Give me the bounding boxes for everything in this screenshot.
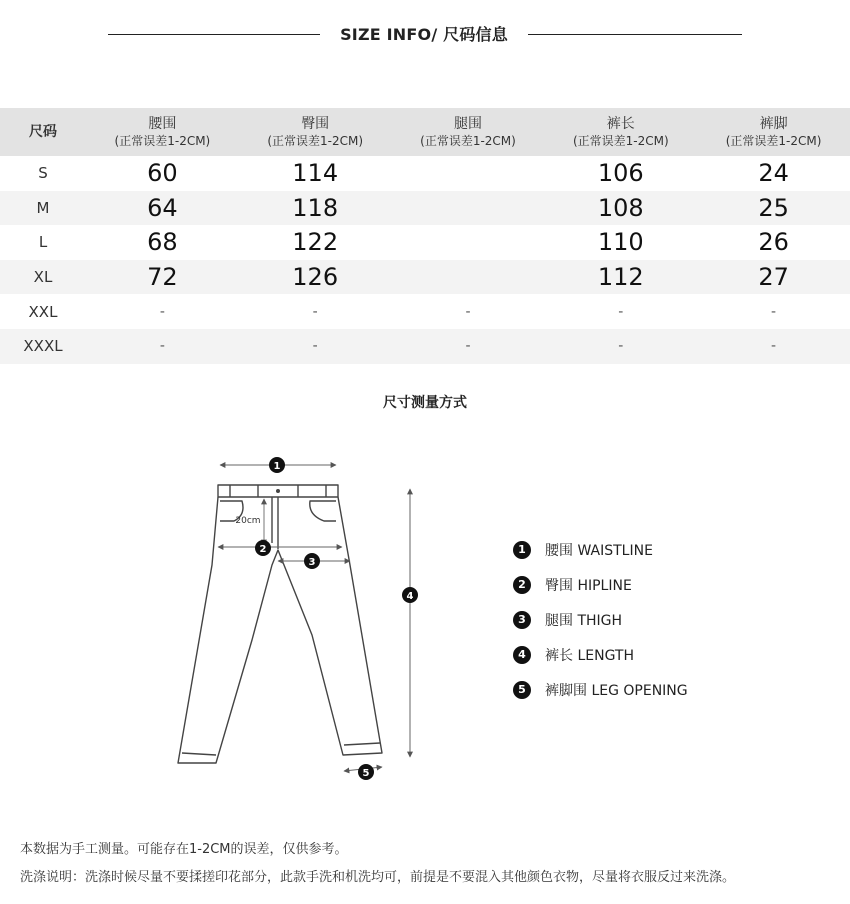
table-cell: -	[312, 303, 318, 320]
marker-2	[255, 540, 271, 556]
table-cell: -	[618, 303, 624, 320]
legend-text: 裤脚围 LEG OPENING	[545, 682, 688, 699]
size-cell: XXXL	[23, 337, 63, 356]
table-cell: 106	[597, 159, 644, 188]
pants-diagram	[160, 445, 450, 795]
col-header-hip	[239, 108, 392, 156]
table-cell: 60	[147, 159, 178, 188]
header-divider-left	[108, 34, 320, 35]
col-header-size	[0, 108, 86, 156]
table-cell: 110	[597, 228, 644, 257]
col-header-note: (正常误差1-2CM)	[572, 134, 669, 148]
rise-label: 20cm	[235, 516, 261, 526]
col-header-note: (正常误差1-2CM)	[267, 134, 364, 148]
table-cell: 72	[147, 263, 178, 292]
table-header	[0, 108, 850, 156]
size-cell: S	[38, 164, 48, 183]
marker-3	[304, 553, 320, 569]
legend-number: 2	[513, 576, 531, 594]
col-header-waist	[86, 108, 239, 156]
legend-text: 臀围 HIPLINE	[545, 577, 632, 594]
table-cell: -	[159, 303, 165, 320]
table-cell: 118	[292, 193, 339, 222]
header-divider-right	[528, 34, 742, 35]
legend-item	[513, 532, 688, 567]
svg-text:4: 4	[406, 591, 414, 602]
legend-number: 5	[513, 681, 531, 699]
col-header-label: 裤长	[606, 116, 635, 132]
col-header-label: 裤脚	[759, 116, 788, 132]
size-cell: XXL	[28, 302, 58, 321]
legend-item	[513, 637, 688, 672]
pants-outline	[178, 485, 382, 763]
table-cell: -	[159, 338, 165, 355]
table-cell: -	[771, 303, 777, 320]
col-header-label: 腰围	[148, 116, 177, 132]
page-title: SIZE INFO/ 尺码信息	[340, 25, 508, 44]
measurement-note: 本数据为手工测量。可能存在1-2CM的误差，仅供参考。	[20, 842, 348, 857]
table-cell: 114	[292, 159, 339, 188]
table-cell: 112	[597, 263, 644, 292]
svg-text:3: 3	[308, 557, 316, 568]
measurement-legend	[513, 532, 688, 707]
legend-item	[513, 567, 688, 602]
table-cell: 122	[292, 228, 339, 257]
table-cell: 68	[147, 228, 178, 257]
table-cell: -	[618, 338, 624, 355]
marker-5	[358, 764, 374, 780]
table-cell: 26	[758, 228, 789, 257]
legend-item	[513, 672, 688, 707]
legend-text: 裤长 LENGTH	[545, 647, 634, 664]
legend-text: 腰围 WAISTLINE	[545, 542, 653, 559]
table-row	[0, 156, 850, 191]
svg-text:1: 1	[273, 461, 281, 472]
size-cell: M	[36, 198, 50, 217]
col-header-label: 臀围	[301, 116, 330, 132]
col-header-label: 尺码	[29, 124, 57, 140]
table-cell: 27	[758, 263, 789, 292]
legend-number: 1	[513, 541, 531, 559]
table-cell: 24	[758, 159, 789, 188]
svg-text:2: 2	[259, 544, 267, 555]
table-cell: 108	[597, 193, 644, 222]
col-header-note: (正常误差1-2CM)	[114, 134, 211, 148]
svg-text:5: 5	[362, 768, 370, 779]
table-cell: -	[771, 338, 777, 355]
col-header-note: (正常误差1-2CM)	[420, 134, 516, 148]
measurement-title: 尺寸测量方式	[383, 395, 467, 411]
table-row	[0, 191, 850, 226]
table-row	[0, 260, 850, 295]
table-cell: -	[312, 338, 318, 355]
size-cell: XL	[33, 268, 53, 287]
legend-number: 3	[513, 611, 531, 629]
legend-item	[513, 602, 688, 637]
col-header-note: (正常误差1-2CM)	[725, 134, 822, 148]
washing-instructions: 洗涤说明：洗涤时候尽量不要揉搓印花部分，此款手洗和机洗均可，前提是不要混入其他颜色衣物，尽量将衣服反过来洗涤。	[20, 870, 736, 885]
table-row	[0, 329, 850, 364]
table-cell: -	[465, 303, 471, 320]
table-cell: -	[465, 338, 471, 355]
header	[0, 0, 850, 70]
table-cell: 25	[758, 193, 789, 222]
marker-1	[269, 457, 285, 473]
size-table	[0, 108, 850, 364]
legend-number: 4	[513, 646, 531, 664]
table-cell: 64	[147, 193, 178, 222]
col-header-thigh	[392, 108, 545, 156]
table-row	[0, 294, 850, 329]
col-header-leg-opening	[697, 108, 850, 156]
table-cell: 126	[292, 263, 339, 292]
legend-text: 腿围 THIGH	[545, 612, 623, 629]
col-header-length	[544, 108, 697, 156]
marker-4	[402, 587, 418, 603]
table-row	[0, 225, 850, 260]
col-header-label: 腿围	[453, 116, 482, 132]
size-cell: L	[38, 233, 48, 252]
